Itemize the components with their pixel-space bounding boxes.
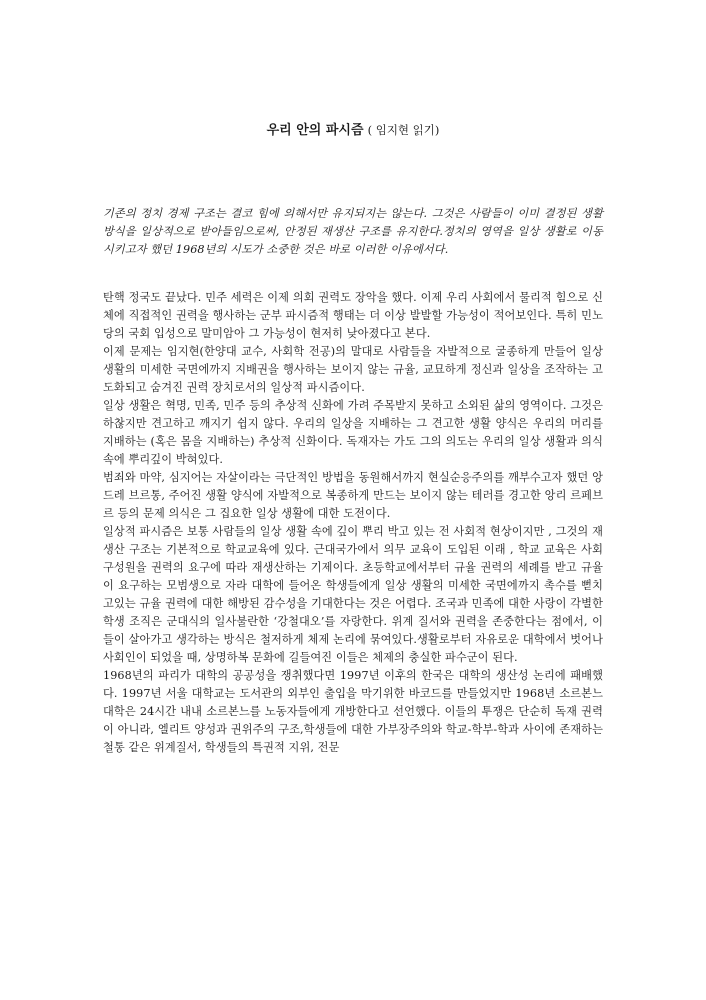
body-paragraph-1: 탄핵 정국도 끝났다. 민주 세력은 이제 의회 권력도 장악을 했다. 이제 우리 사회에서 물리적 힘으로 신체에 직접적인 권력을 행사하는 군부 파시즘적 행태는 더 이상 발발할 가능성이 적어보인다. 특히 민노당의 국회 입성으로 말미암아 그 가능성이 현저히 낮아졌다고 본다. (103, 291, 603, 340)
body-paragraph-3: 일상 생활은 혁명, 민족, 민주 등의 추상적 신화에 가려 주목받지 못하고 소외된 삶의 영역이다. 그것은 하찮지만 견고하고 깨지기 쉽지 않다. 우리의 일상을 지배하는 그 견고한 생활 양식은 우리의 머리를 지배하는 (혹은 몸을 지배하는) 추상적 신화이다. 독재자는 가도 그의 의도는 우리의 일상 생활과 의식 속에 뿌리깊이 박혀있다. (103, 399, 603, 466)
title-subtitle: ( 임지현 읽기) (367, 123, 440, 137)
intro-paragraph-block (103, 205, 603, 259)
body-paragraph-2: 이제 문제는 임지현(한양대 교수, 사회학 전공)의 말대로 사람들을 자발적으로 굴종하게 만들어 일상 생활의 미세한 국면에까지 지배권을 행사하는 보이지 않는 규율, 교묘하게 정신과 일상을 조작하는 고도화되고 숨겨진 권력 장치로서의 일상적 파시즘이다. (103, 345, 603, 394)
body-paragraph-4: 범죄와 마약, 심지어는 자살이라는 극단적인 방법을 동원해서까지 현실순응주의를 깨부수고자 했던 앙드레 브르통, 주어진 생활 양식에 자발적으로 복종하게 만드는 보이지 않는 테러를 경고한 앙리 르페브르 등의 문제 의식은 그 집요한 일상 생활에 대한 도전이다. (103, 471, 603, 520)
body-text (103, 289, 603, 757)
document-title (0, 121, 706, 140)
body-paragraph-5: 일상적 파시즘은 보통 사람들의 일상 생활 속에 깊이 뿌리 박고 있는 전 사회적 현상이지만 , 그것의 재생산 구조는 기본적으로 학교교육에 있다. 근대국가에서 의무 교육이 도입된 이래 , 학교 교육은 사회 구성원을 권력의 요구에 따라 재생산하는 기제이다. 초등학교에서부터 규율 권력의 세례를 받고 규율이 요구하는 모범생으로 자라 대학에 들어온 학생들에게 일상 생활의 미세한 국면에까지 촉수를 뻗치고있는 규율 권력에 대한 해방된 감수성을 기대한다는 것은 어렵다. 조국과 민족에 대한 사랑이 각별한 학생 조직은 군대식의 일사불란한 ‘강철대오’를 자랑한다. 위계 질서와 권력을 존중한다는 점에서, 이들이 살아가고 생각하는 방식은 철저하게 체제 논리에 묶여있다.생활로부터 자유로운 대학에서 벗어나 사회인이 되었을 때, 상명하복 문화에 길들여진 이들은 체제의 충실한 파수군이 된다. (103, 525, 603, 664)
body-paragraph-6: 1968년의 파리가 대학의 공공성을 쟁취했다면 1997년 이후의 한국은 대학의 생산성 논리에 패배했다. 1997년 서울 대학교는 도서관의 외부인 출입을 막기위한 바코드를 만들었지만 1968년 소르본느 대학은 24시간 내내 소르본느를 노동자들에게 개방한다고 선언했다. 이들의 투쟁은 단순히 독재 권력이 아니라, 엘리트 양성과 권위주의 구조,학생들에 대한 가부장주의와 학교-학부-학과 사이에 존재하는 철통 같은 위계질서, 학생들의 특권적 지위, 전문 (103, 669, 603, 754)
title-main: 우리 안의 파시즘 (266, 123, 364, 138)
intro-paragraph: 기존의 정치 경제 구조는 결코 힘에 의해서만 유지되지는 않는다. 그것은 사람들이 이미 결정된 생활 방식을 일상적으로 받아들임으로써, 안정된 재생산 구조를 유지한다.정치의 영역을 일상 생활로 이동시키고자 했던 1968년의 시도가 소중한 것은 바로 이러한 이유에서다. (103, 207, 603, 256)
